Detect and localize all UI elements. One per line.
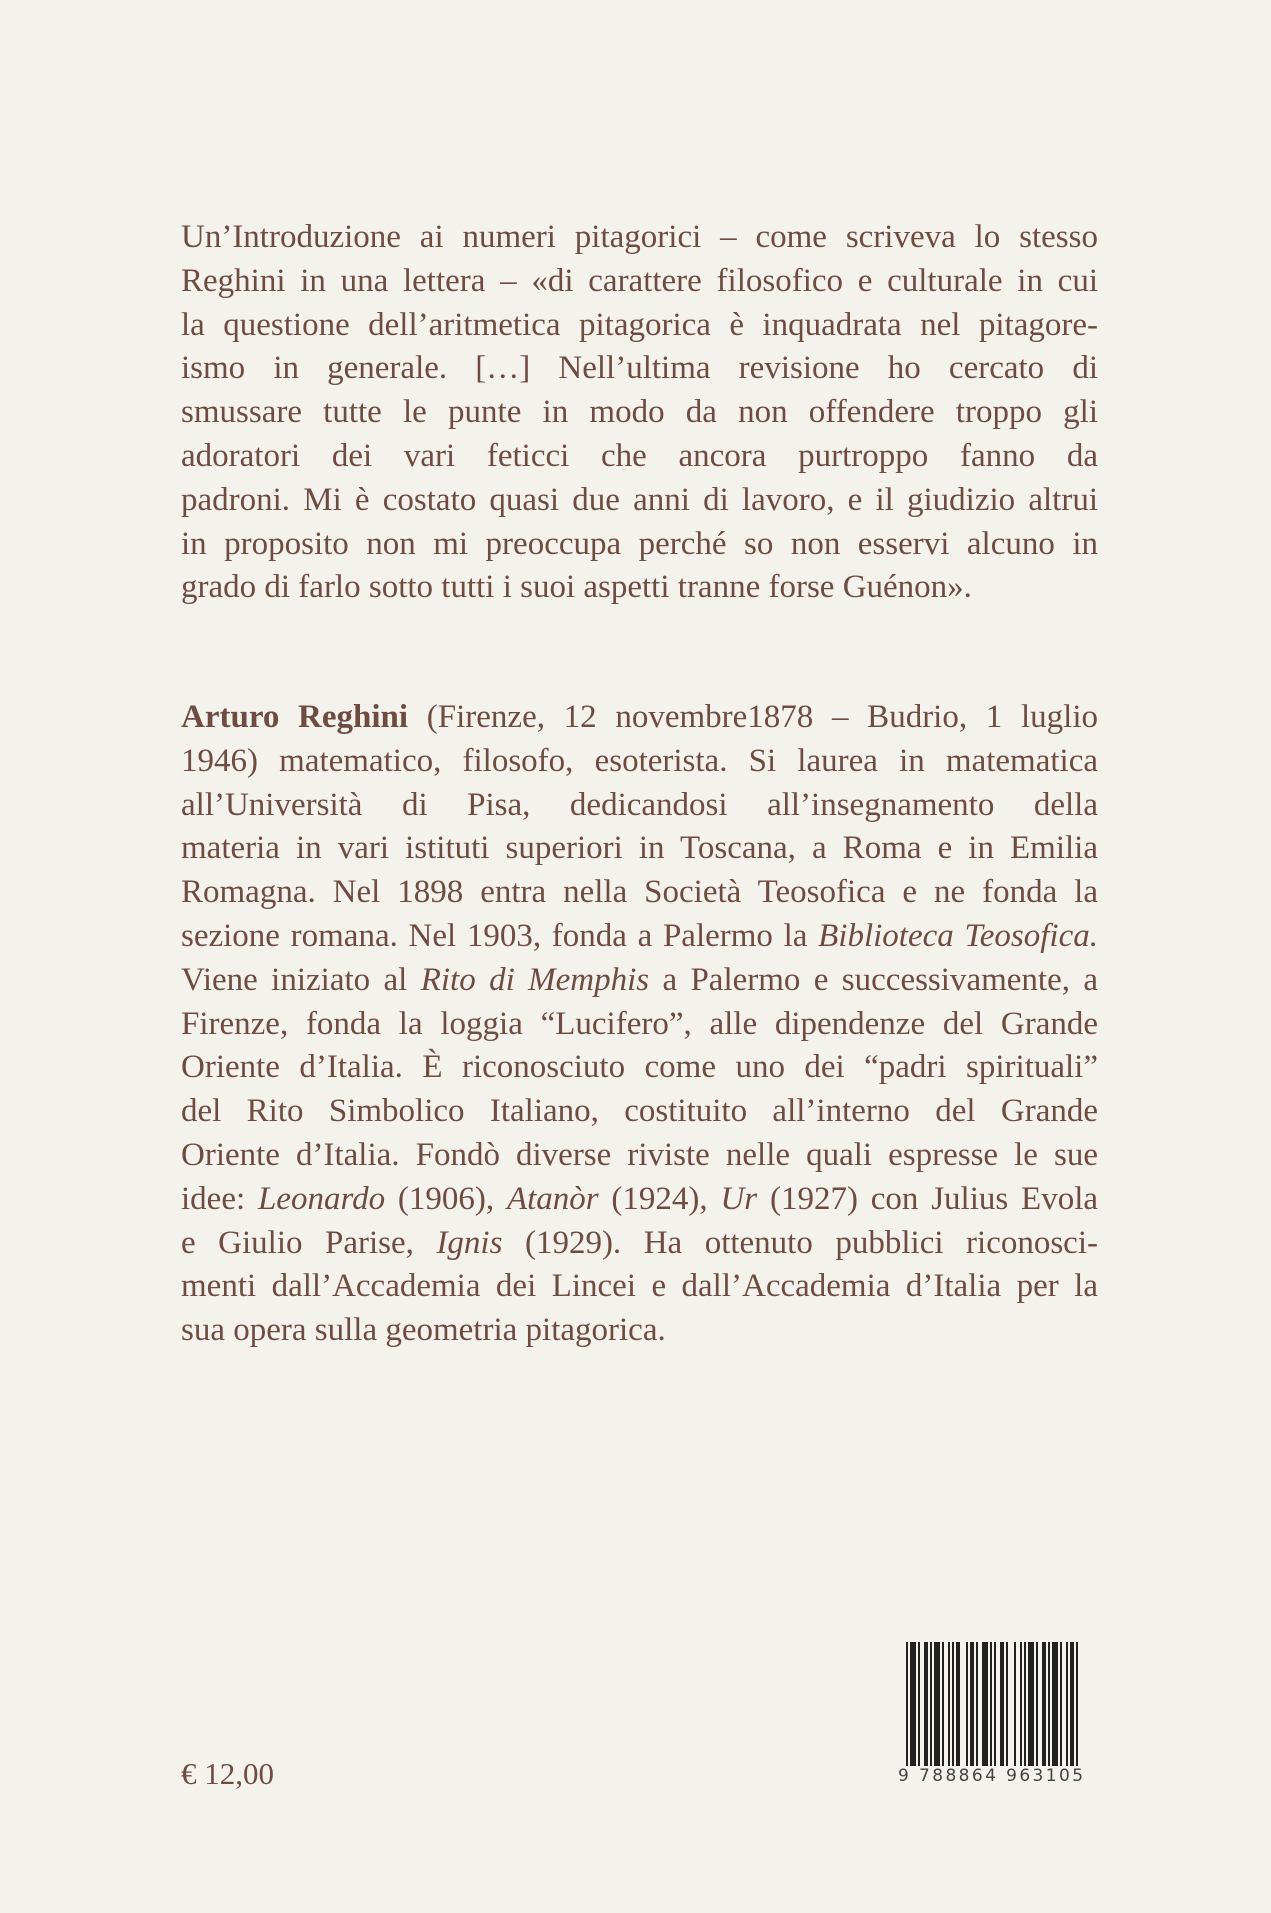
author-bio-paragraph — [181, 696, 1098, 1353]
text-segment: padroni. Mi è costato quasi due anni di lavoro, e il giudizio altrui — [181, 481, 1098, 518]
italic-title: Leonardo — [257, 1180, 386, 1217]
text-segment: (1929). Ha ottenuto pubblici riconosci- — [502, 1224, 1098, 1261]
text-line — [181, 827, 1098, 871]
text-line — [181, 479, 1098, 523]
text-line — [181, 1046, 1098, 1090]
text-line — [181, 784, 1098, 828]
italic-title: Atanòr — [506, 1180, 599, 1217]
text-segment: Firenze, fonda la loggia “Lucifero”, alle dipendenze del Grande — [181, 1005, 1098, 1042]
text-segment: Un’Introduzione ai numeri pitagorici – come scriveva lo stesso — [181, 219, 1098, 255]
text-segment: Reghini in una lettera – «di carattere filosofico e culturale in cui — [181, 262, 1098, 299]
text-segment: del Rito Simbolico Italiano, costituito all’interno del Grande — [181, 1093, 1098, 1130]
text-line — [181, 1178, 1098, 1222]
text-line — [181, 260, 1098, 304]
text-segment: Romagna. Nel 1898 entra nella Società Teosofica e ne fonda la — [181, 874, 1098, 911]
text-segment: Oriente d’Italia. Fondò diverse riviste nelle quali espresse le sue — [181, 1136, 1098, 1173]
price: € 12,00 — [181, 1756, 274, 1791]
text-segment: 1946) matematico, filosofo, esoterista. Si laurea in matematica — [181, 742, 1098, 779]
description-paragraph — [181, 216, 1098, 610]
text-segment: materia in vari istituti superiori in Toscana, a Roma e in Emilia — [181, 830, 1098, 867]
text-segment: (Firenze, 12 novembre1878 – Budrio, 1 luglio — [408, 699, 1098, 735]
barcode-bars — [906, 1642, 1084, 1770]
text-line — [181, 959, 1098, 1003]
text-line — [181, 1222, 1098, 1266]
text-segment: ismo in generale. […] Nell’ultima revisione ho cercato di — [181, 350, 1098, 387]
text-line — [181, 740, 1098, 784]
text-segment: sua opera sulla geometria pitagorica. — [181, 1312, 666, 1349]
text-line — [181, 216, 1098, 260]
text-line — [181, 915, 1098, 959]
text-segment: (1927) con Julius Evola — [757, 1180, 1099, 1217]
text-line — [181, 1134, 1098, 1178]
text-line — [181, 304, 1098, 348]
text-line — [181, 1090, 1098, 1134]
italic-title: Ignis — [436, 1224, 503, 1261]
text-segment: a Palermo e successivamente, a — [649, 961, 1098, 998]
text-line — [181, 1265, 1098, 1309]
isbn-digits: 9 788864 963105 — [898, 1766, 1086, 1786]
text-line — [181, 1309, 1098, 1353]
text-segment: menti dall’Accademia dei Lincei e dall’Accademia d’Italia per la — [181, 1268, 1098, 1305]
italic-title: Biblioteca Teosofica. — [818, 917, 1098, 954]
text-segment: all’Università di Pisa, dedicandosi all’insegnamento della — [181, 786, 1098, 823]
isbn-barcode — [898, 1642, 1088, 1792]
text-segment: e Giulio Parise, — [181, 1224, 437, 1261]
text-segment: Oriente d’Italia. È riconosciuto come uno dei “padri spirituali” — [181, 1049, 1098, 1086]
barcode-gap — [1078, 1642, 1084, 1770]
text-segment: sezione romana. Nel 1903, fonda a Palermo la — [181, 917, 819, 954]
text-line — [181, 871, 1098, 915]
text-line — [181, 1003, 1098, 1047]
text-line — [181, 435, 1098, 479]
text-segment: (1924), — [598, 1180, 721, 1217]
text-segment: in proposito non mi preoccupa perché so non esservi alcuno in — [181, 525, 1098, 562]
text-segment: la questione dell’aritmetica pitagorica è inquadrata nel pitagore- — [181, 306, 1098, 343]
text-segment: adoratori dei vari feticci che ancora purtroppo fanno da — [181, 437, 1098, 474]
text-segment: smussare tutte le punte in modo da non offendere troppo gli — [181, 394, 1098, 431]
text-segment: idee: — [181, 1180, 258, 1217]
text-segment: grado di farlo sotto tutti i suoi aspetti tranne forse Guénon». — [181, 569, 972, 606]
text-line — [181, 347, 1098, 391]
text-line — [181, 523, 1098, 567]
text-line — [181, 696, 1098, 740]
author-name: Arturo Reghini — [181, 699, 409, 735]
text-segment: Viene iniziato al — [181, 961, 421, 998]
text-line — [181, 566, 1098, 610]
text-line — [181, 391, 1098, 435]
italic-title: Ur — [720, 1180, 758, 1217]
text-segment: (1906), — [385, 1180, 507, 1217]
italic-title: Rito di Memphis — [420, 961, 650, 998]
